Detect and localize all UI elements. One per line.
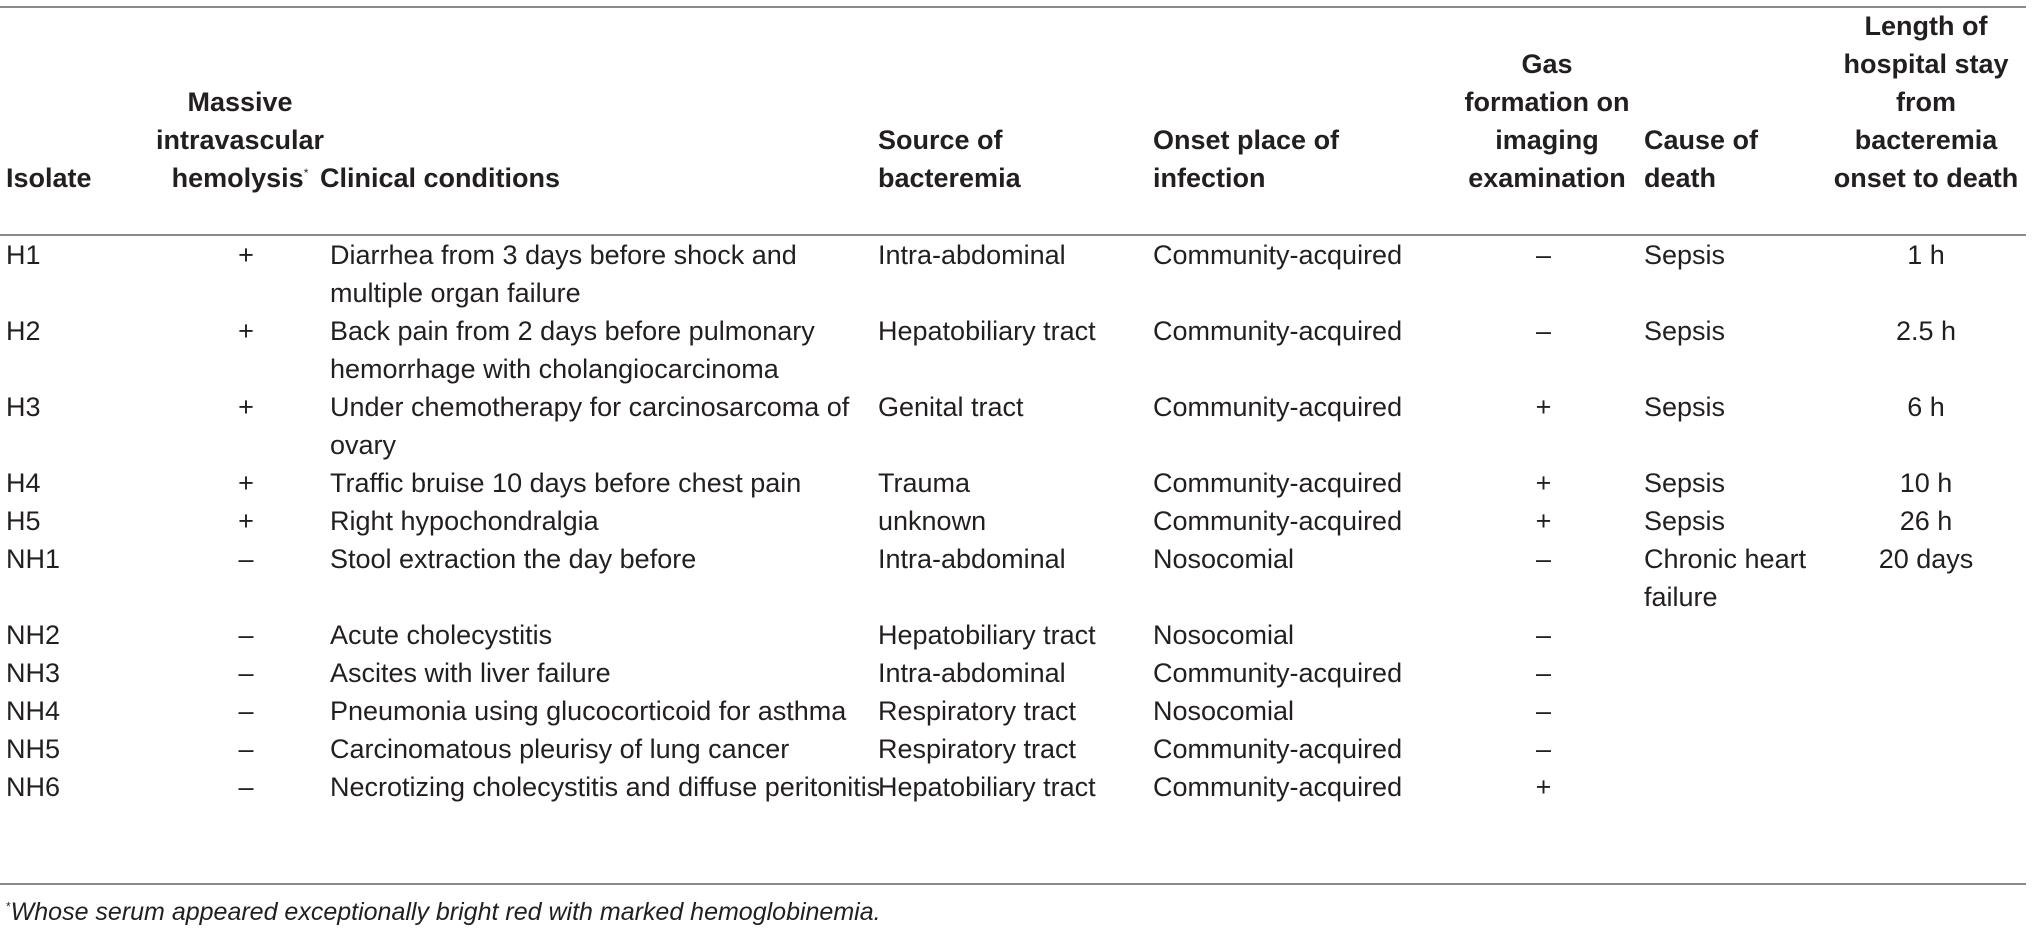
cell-gas-formation: – (1535, 240, 1552, 270)
cell-isolate: NH1 (6, 544, 61, 574)
cell-source: Intra-abdominal (878, 240, 1066, 270)
cell-onset: Nosocomial (1153, 696, 1295, 726)
cell-isolate: H2 (6, 316, 41, 346)
cell-source: Intra-abdominal (878, 658, 1066, 688)
header-gas-formation: Gas formation on imaging examination (1464, 49, 1630, 193)
cell-length-of-stay: 10 h (1899, 468, 1953, 498)
cell-source: Hepatobiliary tract (878, 772, 1096, 802)
cell-length-of-stay: 1 h (1907, 240, 1945, 270)
header-row (0, 0, 2026, 216)
table-bottom-rule (0, 883, 2026, 885)
cell-massive-hemolysis: + (238, 506, 254, 536)
cell-gas-formation: + (1535, 506, 1552, 536)
cell-isolate: NH4 (6, 696, 61, 726)
cell-gas-formation: – (1535, 544, 1552, 574)
header-onset-place: Onset place of infection (1153, 125, 1340, 193)
cell-isolate: H3 (6, 392, 41, 422)
cell-source: Hepatobiliary tract (878, 620, 1096, 650)
cell-massive-hemolysis: – (238, 620, 254, 650)
cell-length-of-stay: 2.5 h (1895, 316, 1957, 346)
cell-massive-hemolysis: – (238, 544, 254, 574)
cell-massive-hemolysis: – (238, 696, 254, 726)
cell-source: Genital tract (878, 392, 1024, 422)
cell-cause-of-death (1630, 692, 1826, 730)
cell-isolate: NH2 (6, 620, 61, 650)
footnote-mark: * (6, 899, 11, 914)
cell-cause-of-death (1630, 654, 1826, 692)
cell-massive-hemolysis: + (238, 316, 254, 346)
cell-length-of-stay (1826, 616, 2026, 654)
cell-clinical-conditions: Back pain from 2 days before pulmonary hemorrhage with cholangiocarcinoma (330, 316, 815, 384)
cell-length-of-stay: 26 h (1899, 506, 1953, 536)
header-massive-hemolysis: Massive intravascular hemolysis* (155, 87, 325, 193)
table-footnote (6, 895, 881, 929)
cell-source: Trauma (878, 468, 971, 498)
table-row (0, 654, 2026, 692)
cell-length-of-stay: 20 days (1878, 544, 1974, 574)
cell-massive-hemolysis: + (238, 392, 254, 422)
cell-cause-of-death (1630, 768, 1826, 806)
cell-cause-of-death: Sepsis (1644, 240, 1726, 270)
cell-onset: Community-acquired (1153, 506, 1403, 536)
table-row (0, 312, 2026, 388)
cell-massive-hemolysis: – (238, 734, 254, 764)
header-isolate: Isolate (6, 163, 92, 193)
table-header (0, 0, 2026, 216)
cell-source: Respiratory tract (878, 696, 1077, 726)
cell-length-of-stay (1826, 730, 2026, 768)
cell-source: Hepatobiliary tract (878, 316, 1096, 346)
cell-cause-of-death: Chronic heart failure (1644, 544, 1807, 612)
cell-massive-hemolysis: – (238, 658, 254, 688)
cell-gas-formation: + (1535, 392, 1552, 422)
header-cause-of-death: Cause of death (1644, 125, 1759, 193)
cell-onset: Community-acquired (1153, 240, 1403, 270)
header-footnote-mark: * (303, 166, 309, 180)
header-clinical-conditions: Clinical conditions (320, 163, 561, 193)
cell-onset: Community-acquired (1153, 316, 1403, 346)
table-row (0, 540, 2026, 616)
table-body (0, 216, 2026, 806)
table-row (0, 388, 2026, 464)
cell-isolate: NH6 (6, 772, 61, 802)
cell-onset: Nosocomial (1153, 620, 1295, 650)
cell-gas-formation: – (1535, 696, 1552, 726)
cell-gas-formation: – (1535, 316, 1552, 346)
table-row (0, 768, 2026, 806)
cell-isolate: NH3 (6, 658, 61, 688)
cell-cause-of-death: Sepsis (1644, 316, 1726, 346)
table-row (0, 502, 2026, 540)
cell-clinical-conditions: Diarrhea from 3 days before shock and multiple organ failure (330, 240, 797, 308)
header-length-of-stay: Length of hospital stay from bacteremia onset to death (1833, 11, 2019, 193)
cell-onset: Nosocomial (1153, 544, 1295, 574)
cell-onset: Community-acquired (1153, 468, 1403, 498)
cell-cause-of-death: Sepsis (1644, 468, 1726, 498)
cell-isolate: H4 (6, 468, 41, 498)
cell-length-of-stay (1826, 692, 2026, 730)
cell-isolate: H5 (6, 506, 41, 536)
cell-length-of-stay (1826, 768, 2026, 806)
table-row (0, 730, 2026, 768)
cell-gas-formation: + (1535, 772, 1552, 802)
cell-clinical-conditions: Carcinomatous pleurisy of lung cancer (330, 734, 790, 764)
cell-onset: Community-acquired (1153, 734, 1403, 764)
cell-length-of-stay: 6 h (1907, 392, 1945, 422)
cell-onset: Community-acquired (1153, 772, 1403, 802)
cell-source: unknown (878, 506, 987, 536)
cell-clinical-conditions: Stool extraction the day before (330, 544, 697, 574)
cell-clinical-conditions: Acute cholecystitis (330, 620, 553, 650)
table-row (0, 692, 2026, 730)
cell-massive-hemolysis: – (238, 772, 254, 802)
cell-clinical-conditions: Traffic bruise 10 days before chest pain (330, 468, 802, 498)
cell-massive-hemolysis: + (238, 240, 254, 270)
table-row (0, 216, 2026, 312)
header-source-of-bacteremia: Source of bacteremia (878, 125, 1021, 193)
cell-gas-formation: – (1535, 658, 1552, 688)
cell-clinical-conditions: Right hypochondralgia (330, 506, 599, 536)
cell-isolate: NH5 (6, 734, 61, 764)
cell-gas-formation: + (1535, 468, 1552, 498)
footnote-text: Whose serum appeared exceptionally bright red with marked hemoglobinemia. (10, 898, 881, 926)
cell-length-of-stay (1826, 654, 2026, 692)
cell-cause-of-death: Sepsis (1644, 392, 1726, 422)
cell-clinical-conditions: Necrotizing cholecystitis and diffuse peritonitis (330, 772, 881, 802)
table-row (0, 464, 2026, 502)
table-row (0, 616, 2026, 654)
cell-onset: Community-acquired (1153, 658, 1403, 688)
cell-isolate: H1 (6, 240, 41, 270)
cell-cause-of-death (1630, 616, 1826, 654)
cell-clinical-conditions: Under chemotherapy for carcinosarcoma of ovary (330, 392, 850, 460)
cell-clinical-conditions: Pneumonia using glucocorticoid for asthma (330, 696, 847, 726)
cell-onset: Community-acquired (1153, 392, 1403, 422)
cell-source: Respiratory tract (878, 734, 1077, 764)
cell-gas-formation: – (1535, 620, 1552, 650)
cell-source: Intra-abdominal (878, 544, 1066, 574)
cell-clinical-conditions: Ascites with liver failure (330, 658, 611, 688)
cell-massive-hemolysis: + (238, 468, 254, 498)
cell-cause-of-death: Sepsis (1644, 506, 1726, 536)
cell-gas-formation: – (1535, 734, 1552, 764)
cell-cause-of-death (1630, 730, 1826, 768)
